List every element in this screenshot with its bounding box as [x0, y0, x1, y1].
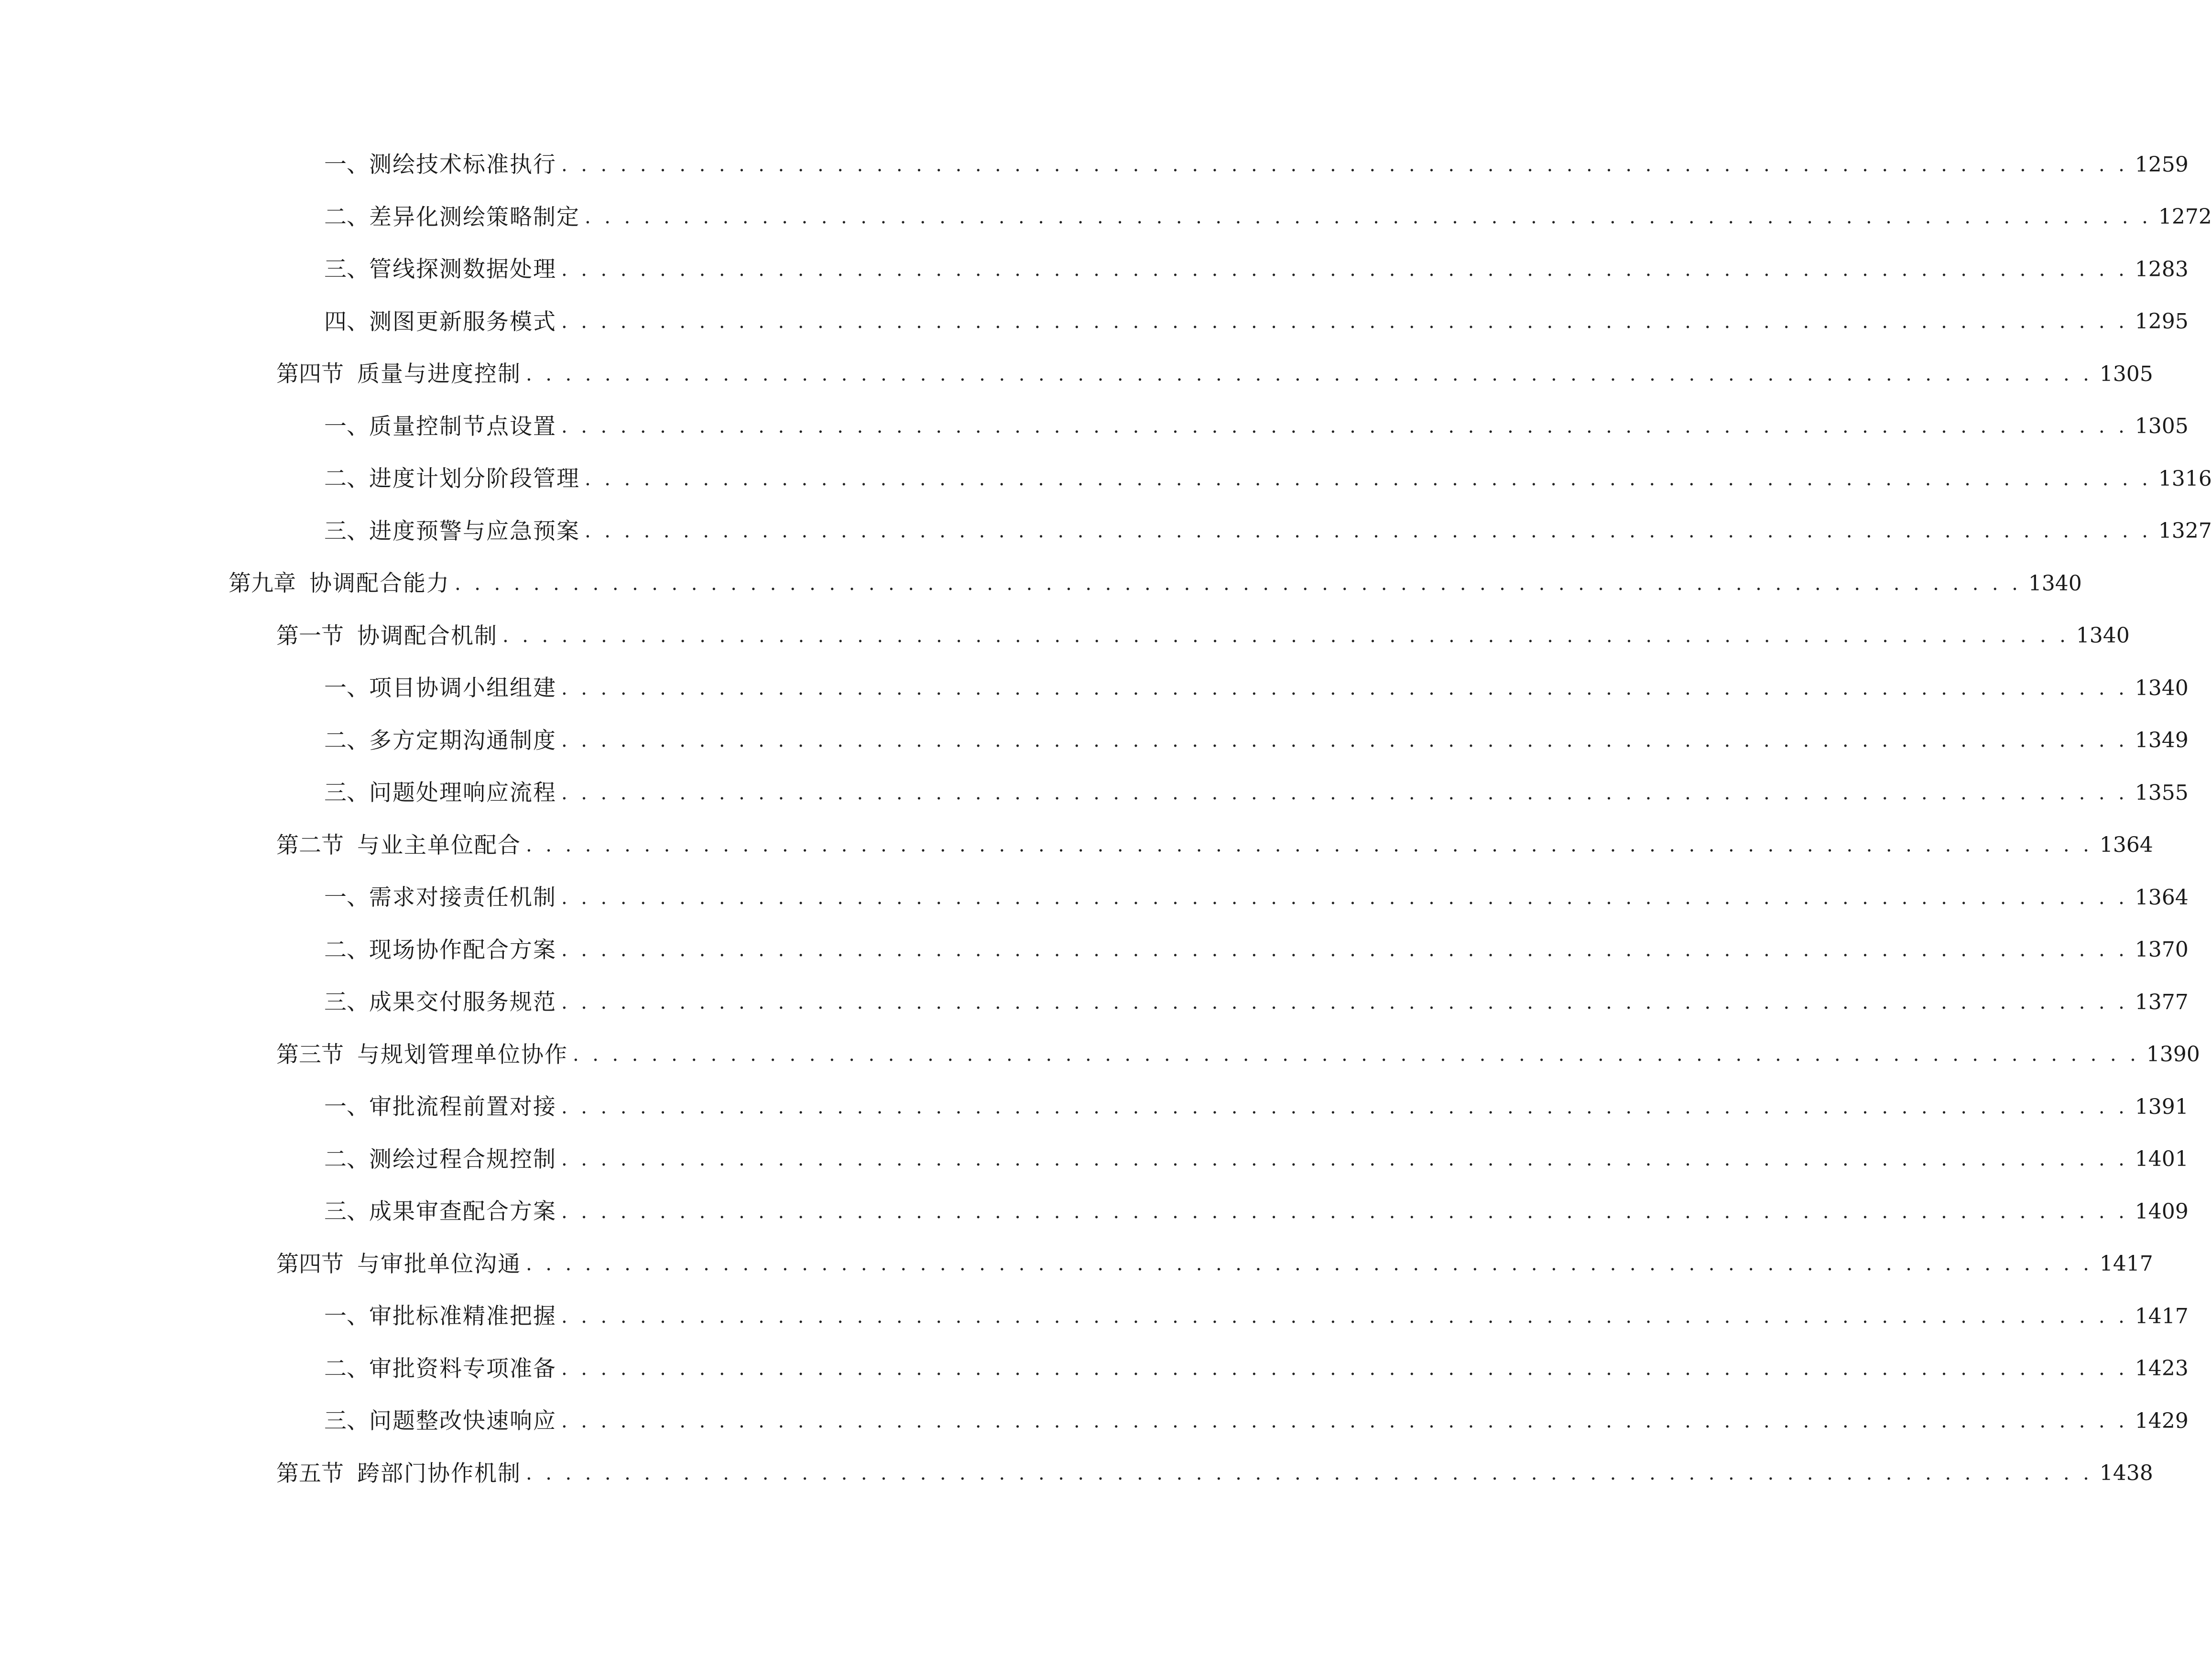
toc-subsection-entry[interactable] — [0, 715, 2189, 767]
toc-section-entry[interactable] — [0, 819, 2153, 872]
toc-subsection-entry[interactable] — [0, 191, 2212, 244]
toc-entry-title: 多方定期沟通制度 — [369, 727, 556, 754]
toc-entry-number: 一、 — [324, 413, 369, 440]
toc-page-number: 1355 — [2135, 780, 2189, 805]
toc-dot-leader: . . . . . . . . . . . . . . . . . . . . . . . . . . . . . . . . . . . . . . . . . . . . . . . . . . . . . . . . . . . . . . . . . . . . . . . . . . . . . . . . — [573, 1044, 2140, 1066]
toc-page-number: 1429 — [2135, 1408, 2189, 1433]
toc-entry-title: 审批流程前置对接 — [369, 1094, 556, 1121]
toc-entry-title: 测绘技术标准执行 — [369, 152, 556, 178]
toc-dot-leader: . . . . . . . . . . . . . . . . . . . . . . . . . . . . . . . . . . . . . . . . . . . . . . . . . . . . . . . . . . . . . . . . . . . . . . . . . . . . . . . . — [561, 1358, 2128, 1380]
toc-page-number: 1423 — [2135, 1356, 2189, 1381]
toc-entry-number: 三、 — [324, 518, 369, 544]
toc-entry-title: 管线探测数据处理 — [369, 256, 556, 283]
toc-page-number: 1272 — [2158, 205, 2212, 229]
toc-subsection-entry[interactable] — [0, 662, 2189, 715]
toc-dot-leader: . . . . . . . . . . . . . . . . . . . . . . . . . . . . . . . . . . . . . . . . . . . . . . . . . . . . . . . . . . . . . . . . . . . . . . . . . . . . . . . . — [561, 677, 2128, 699]
toc-page-number: 1409 — [2135, 1199, 2189, 1224]
toc-entry-title: 审批资料专项准备 — [369, 1355, 556, 1382]
toc-dot-leader: . . . . . . . . . . . . . . . . . . . . . . . . . . . . . . . . . . . . . . . . . . . . . . . . . . . . . . . . . . . . . . . . . . . . . . . . . . . . . . . . — [561, 1096, 2128, 1118]
toc-subsection-entry[interactable] — [0, 401, 2189, 453]
toc-chapter-entry[interactable] — [0, 557, 2082, 610]
toc-page-number: 1417 — [2099, 1252, 2153, 1276]
toc-entry-number: 第三节 — [276, 1041, 344, 1068]
toc-section-entry[interactable] — [0, 1238, 2153, 1291]
toc-entry-number: 一、 — [324, 675, 369, 702]
toc-dot-leader: . . . . . . . . . . . . . . . . . . . . . . . . . . . . . . . . . . . . . . . . . . . . . . . . . . . . . . . . . . . . . . . . . . . . . . . . . . . . . . . . — [455, 572, 2022, 595]
toc-dot-leader: . . . . . . . . . . . . . . . . . . . . . . . . . . . . . . . . . . . . . . . . . . . . . . . . . . . . . . . . . . . . . . . . . . . . . . . . . . . . . . . . — [561, 153, 2128, 176]
toc-page-number: 1364 — [2099, 833, 2153, 858]
toc-entry-title: 成果审查配合方案 — [369, 1198, 556, 1225]
toc-subsection-entry[interactable] — [0, 505, 2212, 558]
toc-entry-title: 成果交付服务规范 — [369, 989, 556, 1016]
toc-page-number: 1340 — [2076, 623, 2130, 648]
toc-dot-leader: . . . . . . . . . . . . . . . . . . . . . . . . . . . . . . . . . . . . . . . . . . . . . . . . . . . . . . . . . . . . . . . . . . . . . . . . . . . . . . . . — [561, 782, 2128, 804]
toc-page-number: 1283 — [2135, 257, 2189, 282]
toc-entry-title: 协调配合机制 — [357, 622, 498, 649]
toc-entry-number: 第四节 — [276, 361, 344, 388]
toc-subsection-entry[interactable] — [0, 139, 2189, 191]
toc-entry-title: 审批标准精准把握 — [369, 1303, 556, 1330]
table-of-contents — [0, 139, 2212, 1500]
toc-page-number: 1305 — [2099, 361, 2153, 386]
toc-entry-number: 三、 — [324, 1408, 369, 1435]
toc-entry-title: 质量控制节点设置 — [369, 413, 556, 440]
toc-dot-leader: . . . . . . . . . . . . . . . . . . . . . . . . . . . . . . . . . . . . . . . . . . . . . . . . . . . . . . . . . . . . . . . . . . . . . . . . . . . . . . . . — [561, 258, 2128, 281]
toc-dot-leader: . . . . . . . . . . . . . . . . . . . . . . . . . . . . . . . . . . . . . . . . . . . . . . . . . . . . . . . . . . . . . . . . . . . . . . . . . . . . . . . . — [526, 834, 2093, 857]
toc-entry-number: 二、 — [324, 937, 369, 963]
toc-dot-leader: . . . . . . . . . . . . . . . . . . . . . . . . . . . . . . . . . . . . . . . . . . . . . . . . . . . . . . . . . . . . . . . . . . . . . . . . . . . . . . . . — [561, 886, 2128, 909]
toc-page-number: 1327 — [2158, 519, 2212, 544]
toc-subsection-entry[interactable] — [0, 924, 2189, 977]
toc-page-number: 1259 — [2135, 152, 2189, 177]
toc-subsection-entry[interactable] — [0, 296, 2189, 348]
toc-dot-leader: . . . . . . . . . . . . . . . . . . . . . . . . . . . . . . . . . . . . . . . . . . . . . . . . . . . . . . . . . . . . . . . . . . . . . . . . . . . . . . . . — [561, 1148, 2128, 1171]
toc-page-number: 1438 — [2099, 1461, 2153, 1486]
toc-dot-leader: . . . . . . . . . . . . . . . . . . . . . . . . . . . . . . . . . . . . . . . . . . . . . . . . . . . . . . . . . . . . . . . . . . . . . . . . . . . . . . . . — [561, 991, 2128, 1013]
toc-page-number: 1364 — [2135, 885, 2189, 910]
toc-subsection-entry[interactable] — [0, 871, 2189, 924]
toc-subsection-entry[interactable] — [0, 1343, 2189, 1395]
toc-dot-leader: . . . . . . . . . . . . . . . . . . . . . . . . . . . . . . . . . . . . . . . . . . . . . . . . . . . . . . . . . . . . . . . . . . . . . . . . . . . . . . . . — [561, 939, 2128, 961]
toc-page-number: 1401 — [2135, 1147, 2189, 1172]
toc-dot-leader: . . . . . . . . . . . . . . . . . . . . . . . . . . . . . . . . . . . . . . . . . . . . . . . . . . . . . . . . . . . . . . . . . . . . . . . . . . . . . . . . — [561, 1305, 2128, 1328]
toc-entry-number: 第五节 — [276, 1460, 344, 1487]
toc-subsection-entry[interactable] — [0, 767, 2189, 819]
toc-page-number: 1417 — [2135, 1304, 2189, 1329]
toc-entry-number: 二、 — [324, 1355, 369, 1382]
toc-subsection-entry[interactable] — [0, 1186, 2189, 1238]
toc-page-number: 1316 — [2158, 466, 2212, 491]
toc-dot-leader: . . . . . . . . . . . . . . . . . . . . . . . . . . . . . . . . . . . . . . . . . . . . . . . . . . . . . . . . . . . . . . . . . . . . . . . . . . . . . . . . — [526, 1253, 2093, 1275]
toc-entry-number: 二、 — [324, 204, 369, 230]
toc-entry-number: 三、 — [324, 780, 369, 806]
toc-dot-leader: . . . . . . . . . . . . . . . . . . . . . . . . . . . . . . . . . . . . . . . . . . . . . . . . . . . . . . . . . . . . . . . . . . . . . . . . . . . . . . . . — [585, 520, 2152, 543]
toc-entry-number: 二、 — [324, 727, 369, 754]
toc-entry-number: 二、 — [324, 466, 369, 492]
toc-entry-number: 一、 — [324, 152, 369, 178]
toc-entry-title: 与审批单位沟通 — [357, 1251, 521, 1277]
toc-dot-leader: . . . . . . . . . . . . . . . . . . . . . . . . . . . . . . . . . . . . . . . . . . . . . . . . . . . . . . . . . . . . . . . . . . . . . . . . . . . . . . . . — [561, 311, 2128, 333]
toc-entry-title: 差异化测绘策略制定 — [369, 204, 580, 230]
toc-entry-number: 二、 — [324, 1146, 369, 1173]
toc-dot-leader: . . . . . . . . . . . . . . . . . . . . . . . . . . . . . . . . . . . . . . . . . . . . . . . . . . . . . . . . . . . . . . . . . . . . . . . . . . . . . . . . — [526, 363, 2093, 385]
toc-entry-title: 进度预警与应急预案 — [369, 518, 580, 544]
toc-entry-number: 第四节 — [276, 1251, 344, 1277]
toc-entry-title: 现场协作配合方案 — [369, 937, 556, 963]
toc-page-number: 1340 — [2135, 675, 2189, 700]
toc-dot-leader: . . . . . . . . . . . . . . . . . . . . . . . . . . . . . . . . . . . . . . . . . . . . . . . . . . . . . . . . . . . . . . . . . . . . . . . . . . . . . . . . — [561, 415, 2128, 438]
toc-page-number: 1305 — [2135, 414, 2189, 439]
toc-entry-title: 项目协调小组组建 — [369, 675, 556, 702]
toc-entry-number: 一、 — [324, 884, 369, 911]
toc-subsection-entry[interactable] — [0, 976, 2189, 1029]
toc-entry-number: 第九章 — [229, 570, 296, 597]
toc-dot-leader: . . . . . . . . . . . . . . . . . . . . . . . . . . . . . . . . . . . . . . . . . . . . . . . . . . . . . . . . . . . . . . . . . . . . . . . . . . . . . . . . — [561, 1410, 2128, 1432]
toc-page-number: 1377 — [2135, 990, 2189, 1014]
toc-entry-number: 一、 — [324, 1094, 369, 1121]
toc-entry-title: 问题整改快速响应 — [369, 1408, 556, 1435]
toc-dot-leader: . . . . . . . . . . . . . . . . . . . . . . . . . . . . . . . . . . . . . . . . . . . . . . . . . . . . . . . . . . . . . . . . . . . . . . . . . . . . . . . . — [502, 625, 2070, 647]
toc-dot-leader: . . . . . . . . . . . . . . . . . . . . . . . . . . . . . . . . . . . . . . . . . . . . . . . . . . . . . . . . . . . . . . . . . . . . . . . . . . . . . . . . — [585, 206, 2152, 229]
toc-entry-title: 进度计划分阶段管理 — [369, 466, 580, 492]
toc-entry-title: 与规划管理单位协作 — [357, 1041, 568, 1068]
toc-subsection-entry[interactable] — [0, 1290, 2189, 1343]
toc-dot-leader: . . . . . . . . . . . . . . . . . . . . . . . . . . . . . . . . . . . . . . . . . . . . . . . . . . . . . . . . . . . . . . . . . . . . . . . . . . . . . . . . — [585, 468, 2152, 490]
toc-page-number: 1391 — [2135, 1094, 2189, 1119]
toc-entry-title: 测图更新服务模式 — [369, 308, 556, 335]
toc-section-entry[interactable] — [0, 610, 2130, 663]
toc-subsection-entry[interactable] — [0, 1133, 2189, 1186]
toc-entry-number: 三、 — [324, 256, 369, 283]
toc-section-entry[interactable] — [0, 348, 2153, 401]
toc-entry-number: 四、 — [324, 308, 369, 335]
toc-page-number: 1340 — [2028, 571, 2082, 596]
toc-entry-title: 协调配合能力 — [309, 570, 450, 597]
toc-page-number: 1370 — [2135, 937, 2189, 962]
toc-subsection-entry[interactable] — [0, 453, 2212, 505]
toc-entry-title: 跨部门协作机制 — [357, 1460, 521, 1487]
toc-subsection-entry[interactable] — [0, 243, 2189, 296]
toc-dot-leader: . . . . . . . . . . . . . . . . . . . . . . . . . . . . . . . . . . . . . . . . . . . . . . . . . . . . . . . . . . . . . . . . . . . . . . . . . . . . . . . . — [561, 730, 2128, 752]
toc-dot-leader: . . . . . . . . . . . . . . . . . . . . . . . . . . . . . . . . . . . . . . . . . . . . . . . . . . . . . . . . . . . . . . . . . . . . . . . . . . . . . . . . — [561, 1200, 2128, 1223]
toc-entry-title: 需求对接责任机制 — [369, 884, 556, 911]
toc-entry-number: 三、 — [324, 1198, 369, 1225]
toc-section-entry[interactable] — [0, 1029, 2200, 1081]
toc-subsection-entry[interactable] — [0, 1081, 2189, 1133]
toc-dot-leader: . . . . . . . . . . . . . . . . . . . . . . . . . . . . . . . . . . . . . . . . . . . . . . . . . . . . . . . . . . . . . . . . . . . . . . . . . . . . . . . . — [526, 1462, 2093, 1485]
toc-page-number: 1390 — [2146, 1042, 2200, 1067]
toc-entry-number: 三、 — [324, 989, 369, 1016]
toc-entry-title: 测绘过程合规控制 — [369, 1146, 556, 1173]
toc-entry-number: 第二节 — [276, 832, 344, 859]
toc-page-number: 1349 — [2135, 728, 2189, 753]
toc-entry-title: 问题处理响应流程 — [369, 780, 556, 806]
toc-subsection-entry[interactable] — [0, 1395, 2189, 1448]
toc-entry-number: 一、 — [324, 1303, 369, 1330]
toc-entry-title: 质量与进度控制 — [357, 361, 521, 388]
toc-entry-title: 与业主单位配合 — [357, 832, 521, 859]
toc-entry-number: 第一节 — [276, 622, 344, 649]
toc-section-entry[interactable] — [0, 1448, 2153, 1500]
toc-page-number: 1295 — [2135, 309, 2189, 334]
